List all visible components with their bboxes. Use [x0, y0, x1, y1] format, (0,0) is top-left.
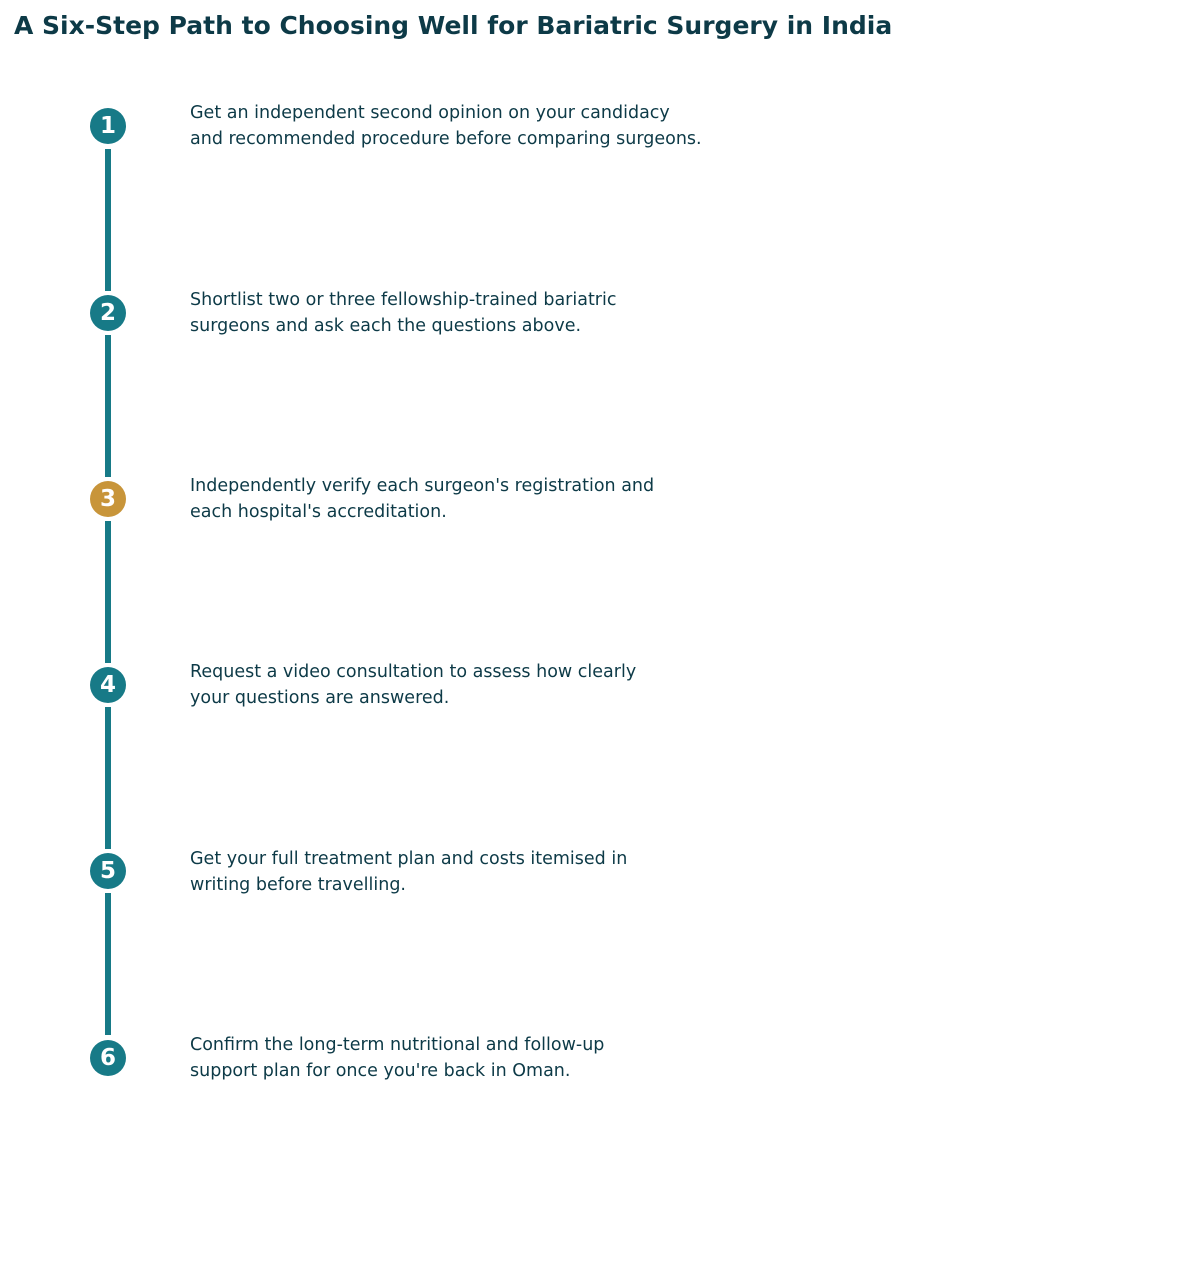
- step-description-line: and recommended procedure before comparing surgeons.: [190, 129, 702, 149]
- timeline-connector: [105, 149, 111, 291]
- step-description: [190, 287, 790, 339]
- step-description-line: each hospital's accreditation.: [190, 502, 447, 522]
- page-title: A Six-Step Path to Choosing Well for Bariatric Surgery in India: [14, 11, 893, 40]
- step-description-line: Independently verify each surgeon's registration and: [190, 476, 655, 496]
- step-number-marker: 1: [90, 108, 126, 144]
- timeline-connector: [105, 335, 111, 477]
- step-description-line: support plan for once you're back in Oman.: [190, 1061, 571, 1081]
- step-description-line: surgeons and ask each the questions above.: [190, 316, 582, 336]
- step-number-marker: 4: [90, 667, 126, 703]
- step-description: [190, 100, 790, 152]
- timeline-connector: [105, 521, 111, 663]
- step-number-marker: 6: [90, 1040, 126, 1076]
- step-description-line: your questions are answered.: [190, 688, 450, 708]
- step-number-marker: 2: [90, 295, 126, 331]
- timeline-connector: [105, 893, 111, 1035]
- step-description-line: Get an independent second opinion on your candidacy: [190, 103, 670, 123]
- step-description-line: Shortlist two or three fellowship-trained bariatric: [190, 290, 617, 310]
- step-description: [190, 1032, 790, 1084]
- timeline-connector: [105, 707, 111, 849]
- step-description-line: Confirm the long-term nutritional and follow-up: [190, 1035, 605, 1055]
- step-description: [190, 659, 790, 711]
- step-description-line: writing before travelling.: [190, 875, 406, 895]
- step-description-line: Request a video consultation to assess how clearly: [190, 662, 637, 682]
- step-number-marker-highlighted: 3: [90, 481, 126, 517]
- step-description: [190, 473, 790, 525]
- step-number-marker: 5: [90, 853, 126, 889]
- step-description-line: Get your full treatment plan and costs itemised in: [190, 849, 628, 869]
- step-description: [190, 846, 790, 898]
